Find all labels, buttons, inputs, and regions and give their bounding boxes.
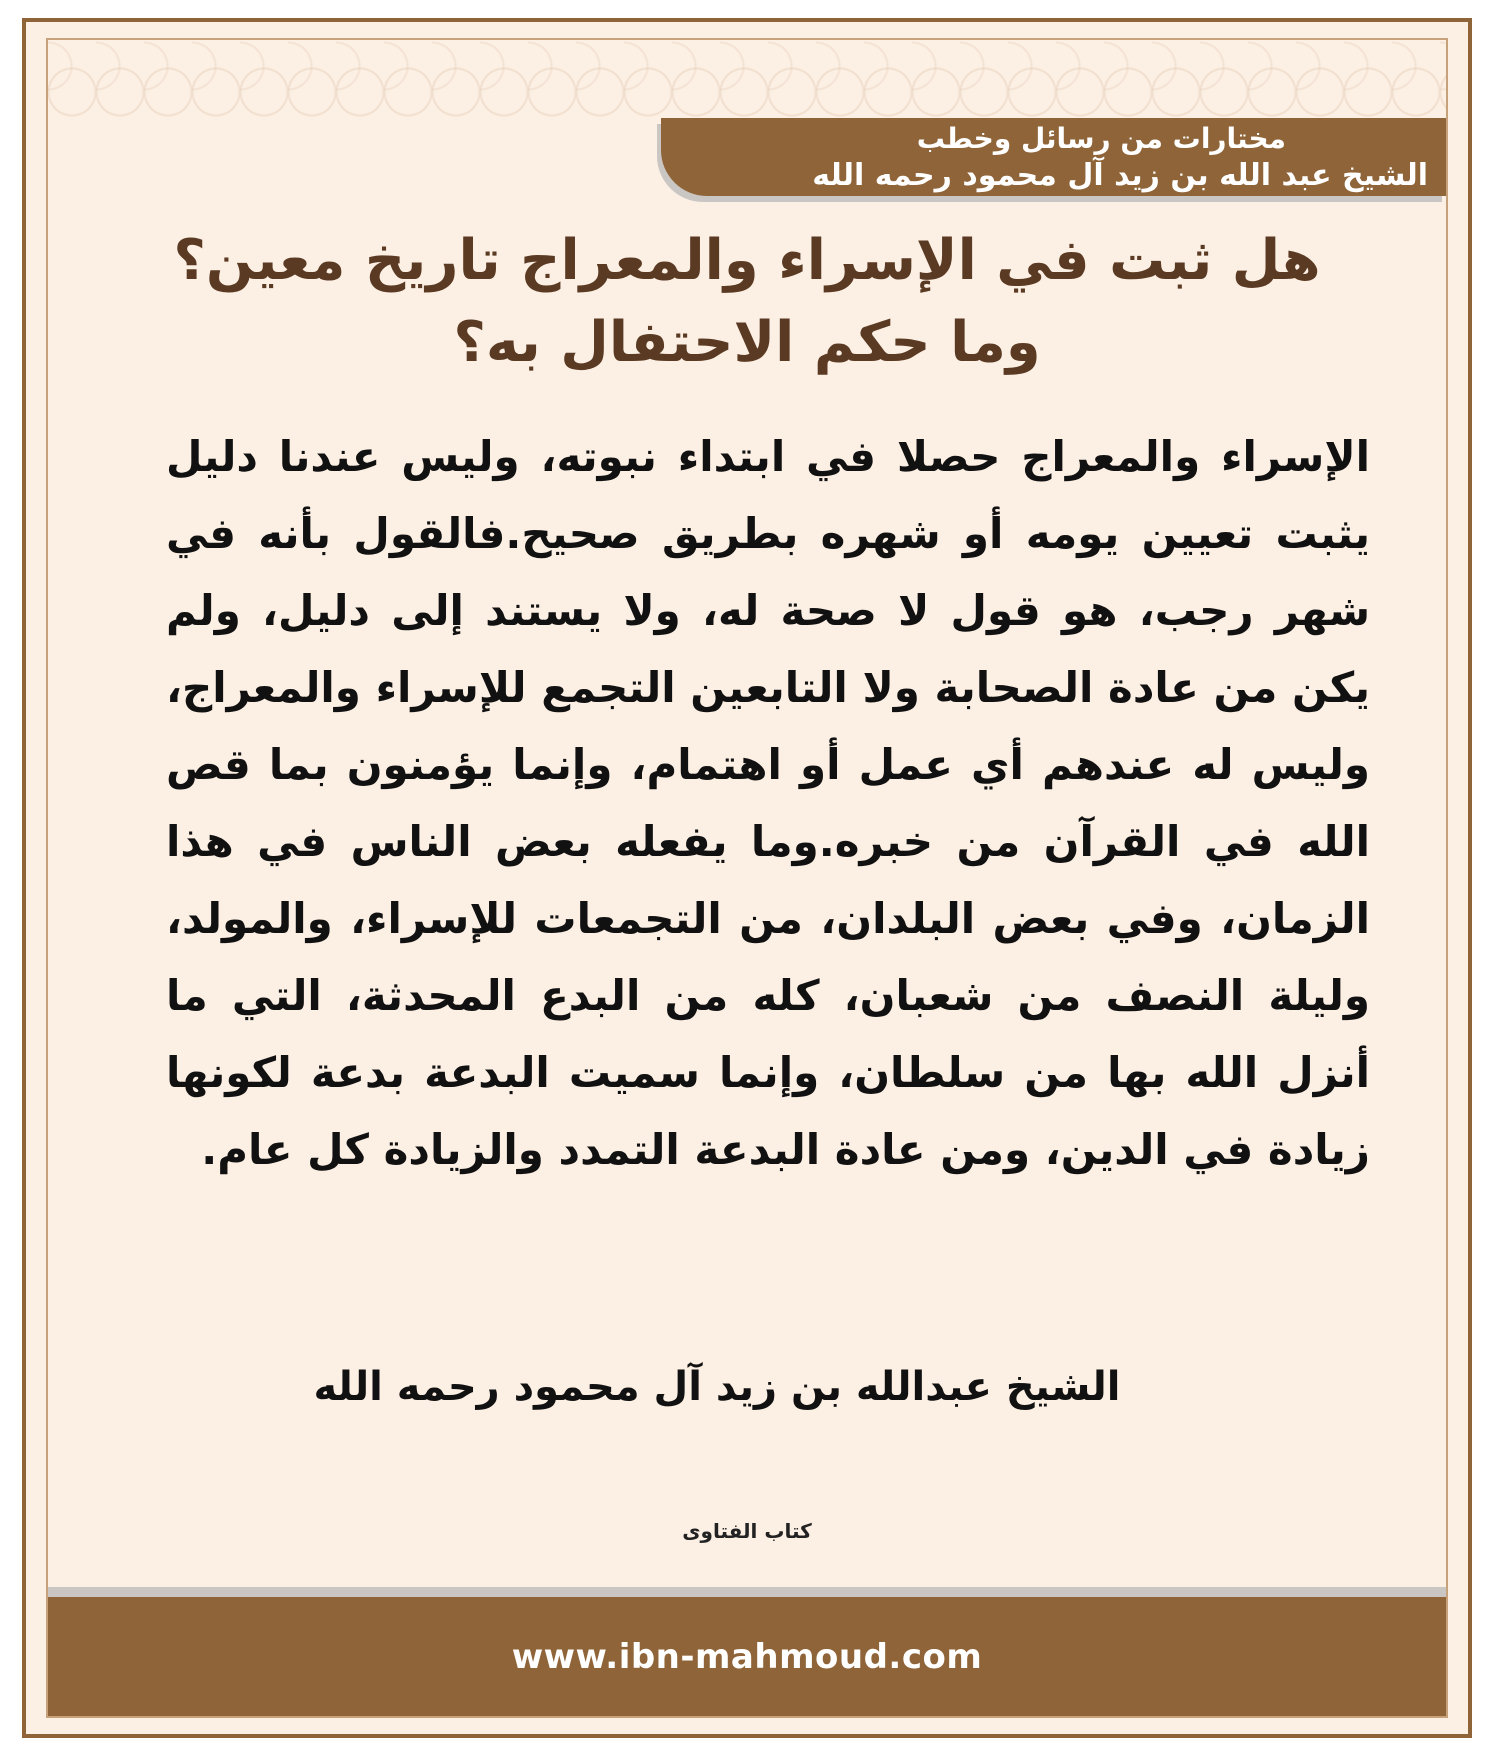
outer-frame	[22, 18, 1472, 1738]
header-author: الشيخ عبد الله بن زيد آل محمود رحمه الله	[812, 158, 1428, 193]
author-signature: الشيخ عبدالله بن زيد آل محمود رحمه الله	[313, 1364, 1121, 1410]
decorative-pattern	[48, 40, 1446, 118]
website-link[interactable]: www.ibn-mahmoud.com	[511, 1636, 983, 1677]
body-text: الإسراء والمعراج حصلا في ابتداء نبوته، وليس عندنا دليل يثبت تعيين يومه أو شهره بطريق صحيح.فالقول بأنه في شهر رجب، هو قول لا صحة له، ولا يستند إلى دليل، ولم يكن من عادة الصحابة ولا التابعين التجمع للإسراء والمعراج، وليس له عندهم أي عمل أو اهتمام، وإنما يؤمنون بما قص الله في القرآن من خبره.وما يفعله بعض الناس في هذا الزمان، وفي بعض البلدان، من التجمعات للإسراء، والمولد، وليلة النصف من شعبان، كله من البدع المحدثة، التي ما أنزل الله بها من سلطان، وإنما سميت البدعة بدعة لكونها زيادة في الدين، ومن عادة البدعة التمدد والزيادة كل عام.	[166, 432, 1370, 1174]
header-banner	[661, 118, 1446, 196]
page-title: هل ثبت في الإسراء والمعراج تاريخ معين؟ وما حكم الاحتفال به؟	[173, 228, 1321, 375]
inner-frame	[46, 38, 1448, 1718]
footer-bar	[48, 1597, 1446, 1716]
footer-divider	[48, 1587, 1446, 1597]
header-series-title: مختارات من رسائل وخطب	[916, 122, 1286, 155]
source-book: كتاب الفتاوى	[682, 1519, 812, 1543]
